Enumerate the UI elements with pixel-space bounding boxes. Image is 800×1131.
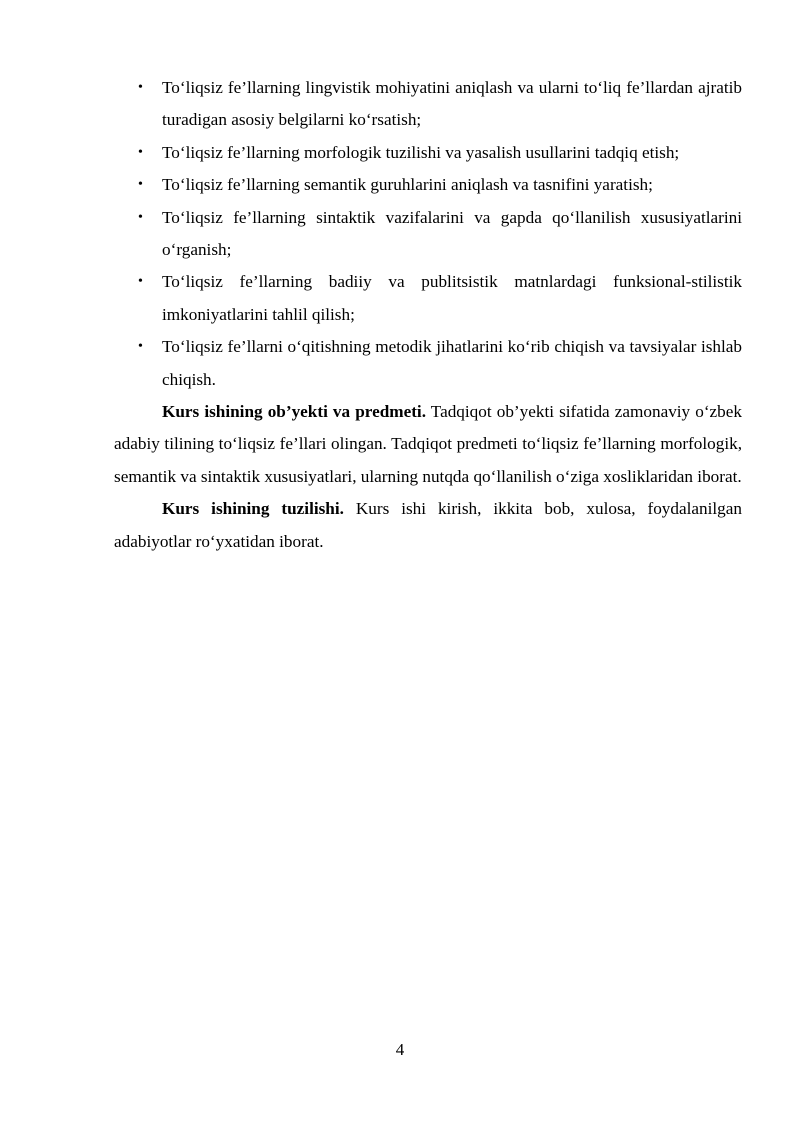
bullet-icon: • [138,80,143,95]
bullet-icon: • [138,209,143,225]
list-item [114,331,742,396]
list-item [114,169,742,201]
page-number: 4 [395,1040,405,1059]
bullet-icon: • [138,274,143,290]
paragraph-text: Tadqiqot ob’yekti sifatida zamonaviy o‘zbek adabiy tilining to‘liqsiz fe’llari olingan. Tadqiqot predmeti to‘liqsiz fe’llarning morfologik, semantik va sintaktik xususiyatlari, ularning nutqda qo‘llanilish o‘ziga xosliklaridan iborat. [114,402,742,486]
bullet-icon: • [138,339,143,355]
list-item-text: To‘liqsiz fe’llarning morfologik tuzilishi va yasalish usullarini tadqiq etish; [162,142,680,162]
list-item-text: To‘liqsiz fe’llarni o‘qitishning metodik jihatlarini ko‘rib chiqish va tavsiyalar ishlab chiqish. [162,337,742,389]
list-item-text: To‘liqsiz fe’llarning badiiy va publitsistik matnlardagi funksional-stilistik imkoniyatlarini tahlil qilish; [162,272,742,324]
list-item-text: To‘liqsiz fe’llarning semantik guruhlarini aniqlash va tasnifini yaratish; [162,175,653,195]
paragraph-heading: Kurs ishining tuzilishi. [162,499,344,519]
list-item-text: To‘liqsiz fe’llarning sintaktik vazifalarini va gapda qo‘llanilish xususiyatlarini o‘rganish; [162,207,742,260]
document-page-body [114,72,742,558]
paragraph-text: Kurs ishi kirish, ikkita bob, xulosa, foydalanilgan adabiyotlar ro‘yxatidan iborat. [114,499,742,551]
list-item [114,266,742,331]
list-item [114,72,742,137]
paragraph-heading: Kurs ishining ob’yekti va predmeti. [162,402,427,422]
list-item-text: To‘liqsiz fe’llarning lingvistik mohiyatini aniqlash va ularni to‘liq fe’llardan ajratib turadigan asosiy belgilarni ko‘rsatish; [162,78,742,130]
bullet-icon: • [138,177,143,193]
list-item [114,137,742,169]
bullet-icon: • [138,144,143,160]
structure-paragraph [114,493,742,558]
goals-list [114,72,742,396]
object-subject-paragraph [114,396,742,493]
list-item [114,202,742,267]
